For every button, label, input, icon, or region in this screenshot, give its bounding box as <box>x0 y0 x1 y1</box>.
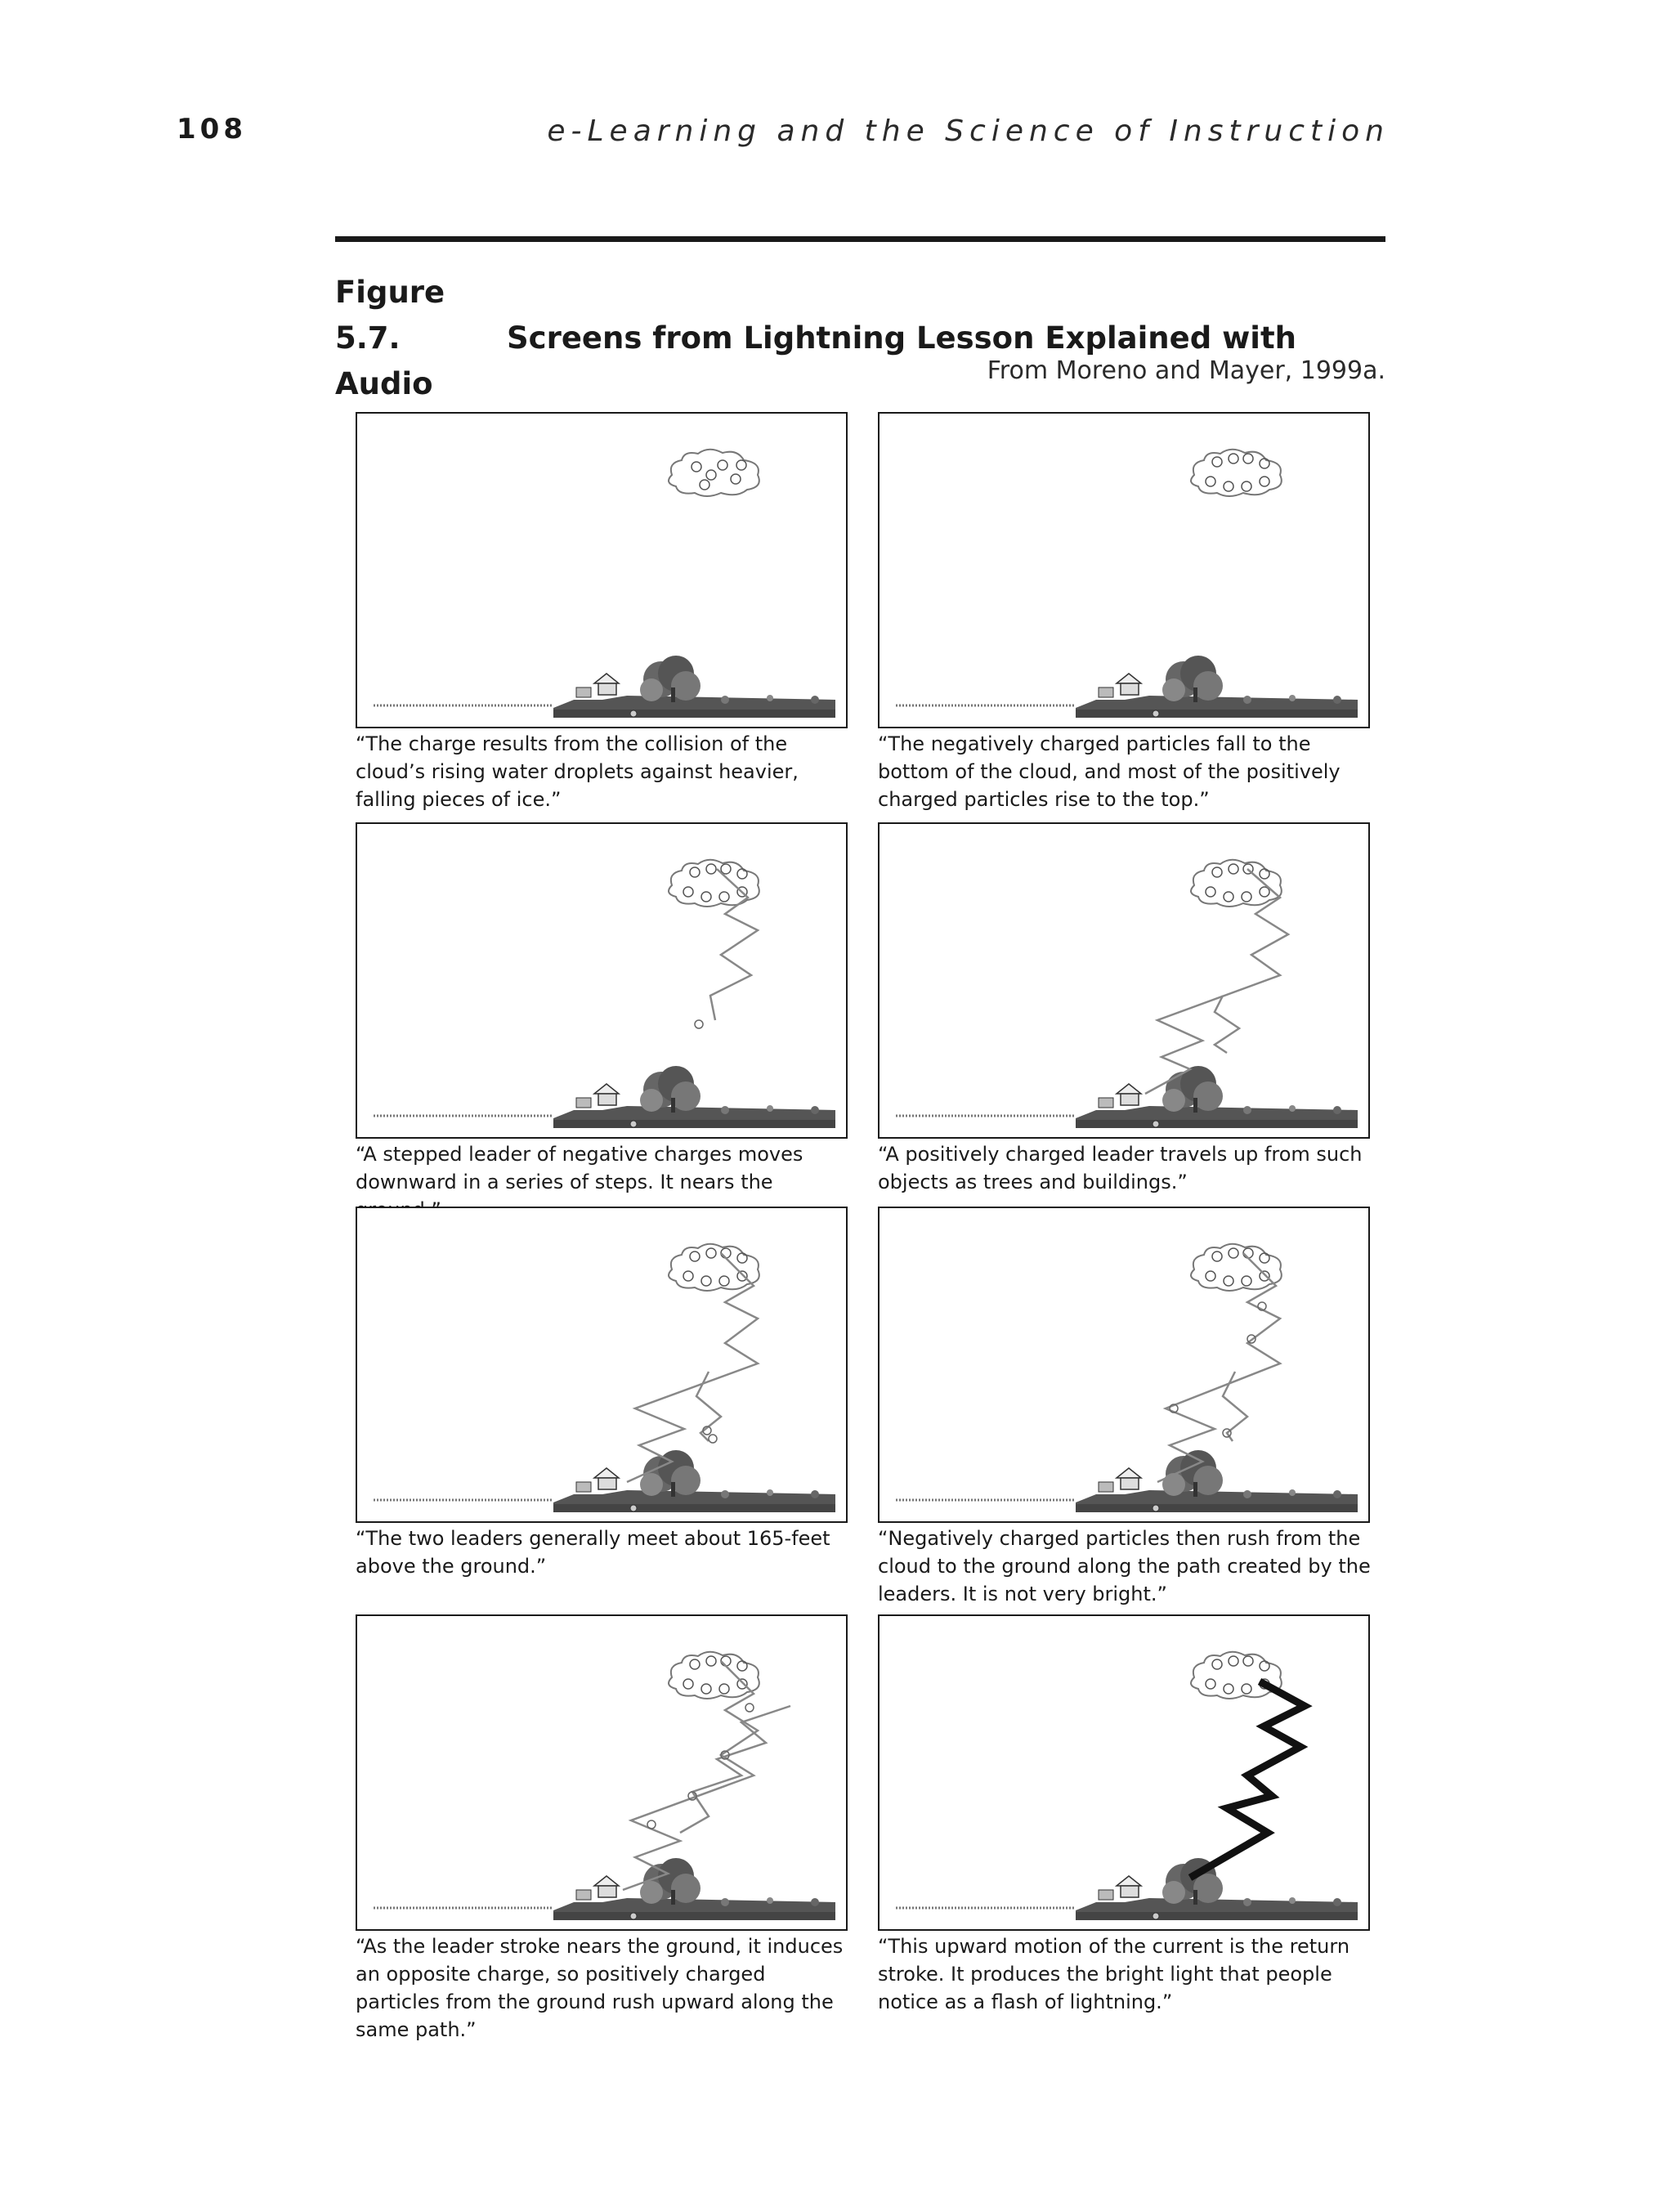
lesson-screen-2-illustration <box>880 414 1368 727</box>
lesson-screen-1-illustration <box>357 414 846 727</box>
lesson-screen-5-illustration <box>357 1208 846 1521</box>
lesson-caption-5: “The two leaders generally meet about 165-feet above the ground.” <box>356 1527 830 1578</box>
lesson-caption-8: “This upward motion of the current is the return stroke. It produces the bright light that people notice as a flash of lightning.” <box>878 1935 1350 2013</box>
lesson-screen-1 <box>356 412 848 728</box>
lesson-screen-4 <box>878 822 1370 1139</box>
figure-label: Figure 5.7. <box>335 275 445 356</box>
lesson-screen-6-illustration <box>880 1208 1368 1521</box>
header-rule <box>335 236 1385 242</box>
lesson-screen-7 <box>356 1614 848 1931</box>
lesson-screen-4-illustration <box>880 824 1368 1137</box>
lesson-screen-8-illustration <box>880 1616 1368 1929</box>
lesson-screen-8 <box>878 1614 1370 1931</box>
lesson-caption-7: “As the leader stroke nears the ground, it induces an opposite charge, so positively charged particles from the ground rush upward along the same path.” <box>356 1935 844 2041</box>
lesson-screen-6 <box>878 1207 1370 1523</box>
running-head: e-Learning and the Science of Instruction <box>547 114 1390 148</box>
lesson-caption-6: “Negatively charged particles then rush from the cloud to the ground along the path created by the leaders. It is not very bright.” <box>878 1527 1371 1605</box>
lesson-screen-5 <box>356 1207 848 1523</box>
lesson-caption-1: “The charge results from the collision of the cloud’s rising water droplets against heavier, falling pieces of ice.” <box>356 732 799 811</box>
lesson-caption-2: “The negatively charged particles fall to the bottom of the cloud, and most of the positively charged particles rise to the top.” <box>878 732 1341 811</box>
lesson-caption-3: “A stepped leader of negative charges moves downward in a series of steps. It nears the <box>356 1143 803 1193</box>
lesson-screen-2 <box>878 412 1370 728</box>
lesson-screen-7-illustration <box>357 1616 846 1929</box>
figure-source: From Moreno and Mayer, 1999a. <box>987 356 1385 385</box>
page-number: 108 <box>177 113 247 146</box>
lesson-caption-4: “A positively charged leader travels up from such objects as trees and buildings.” <box>878 1143 1363 1193</box>
lesson-screen-3-illustration <box>357 824 846 1137</box>
figure-title-line1: Screens from Lightning Lesson Explained with Audio <box>335 320 1296 401</box>
lesson-screen-3 <box>356 822 848 1139</box>
